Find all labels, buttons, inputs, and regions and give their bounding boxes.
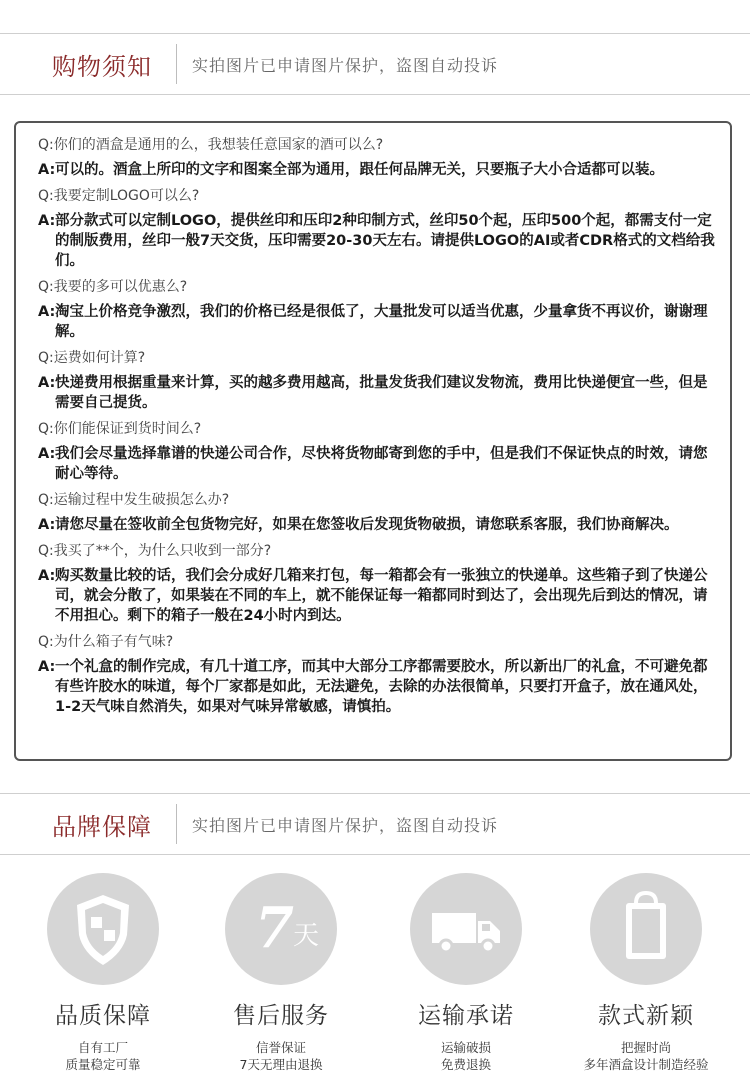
answer-prefix: A: — [38, 659, 56, 675]
faq-answer — [38, 444, 720, 484]
feature-line: 自有工厂 — [77, 1040, 128, 1055]
section-title: 品牌保障 — [52, 813, 152, 841]
faq-answer — [38, 566, 720, 626]
faq-item — [38, 186, 720, 271]
answer-prefix: A: — [38, 446, 56, 462]
feature-name: 款式新颖 — [598, 1003, 694, 1029]
section-note: 实拍图片已申请图片保护，盗图自动投诉 — [192, 816, 499, 835]
faq-answer — [38, 160, 720, 180]
feature-line: 质量稳定可靠 — [65, 1057, 141, 1072]
answer-text: 一个礼盒的制作完成，有几十道工序，而其中大部分工序都需要胶水，所以新出厂的礼盒，不可避免都有些许胶水的味道，每个厂家都是如此，无法避免，去除的办法很简单，只要打开盒子，放在通风处，1-2天气味自然消失，如果对气味异常敏感，请慎拍。 — [55, 659, 708, 715]
answer-text: 部分款式可以定制LOGO，提供丝印和压印2种印制方式，丝印50个起，压印500个起，都需支付一定的制版费用，丝印一般7天交货，压印需要20-30天左右。请提供LOGO的AI或者CDR格式的文档给我们。 — [55, 213, 715, 269]
answer-prefix: A: — [38, 375, 56, 391]
answer-text: 快递费用根据重量来计算，买的越多费用越高，批量发货我们建议发物流，费用比快递便宜一些，但是需要自己提货。 — [55, 375, 708, 411]
faq-answer — [38, 211, 720, 271]
feature-name: 运输承诺 — [418, 1003, 514, 1029]
feature-line: 多年酒盒设计制造经验 — [583, 1057, 709, 1072]
faq-answer — [38, 515, 720, 535]
feature-style — [556, 873, 736, 1073]
header-divider — [176, 804, 177, 844]
answer-prefix: A: — [38, 568, 56, 584]
feature-after-sales — [191, 873, 371, 1073]
faq-question: Q:我买了**个，为什么只收到一部分? — [38, 543, 272, 559]
feature-line: 7天无理由退换 — [239, 1057, 323, 1072]
faq-question: Q:你们的酒盒是通用的么，我想装任意国家的酒可以么? — [38, 137, 384, 153]
answer-text: 请您尽量在签收前全包货物完好，如果在您签收后发现货物破损，请您联系客服，我们协商解决。 — [55, 517, 679, 533]
faq-answer — [38, 302, 720, 342]
badge-char: 天 — [293, 921, 320, 951]
answer-text: 淘宝上价格竞争激烈，我们的价格已经是很低了，大量批发可以适当优惠，少量拿货不再议价，谢谢理解。 — [55, 304, 708, 340]
header-divider — [176, 44, 177, 84]
faq-answer — [38, 373, 720, 413]
answer-prefix: A: — [38, 304, 56, 320]
answer-prefix: A: — [38, 517, 56, 533]
faq-question: Q:我要的多可以优惠么? — [38, 279, 188, 295]
faq-question: Q:运输过程中发生破损怎么办? — [38, 492, 230, 508]
answer-text: 可以的。酒盒上所印的文字和图案全部为通用，跟任何品牌无关，只要瓶子大小合适都可以装。 — [55, 162, 664, 178]
faq-question: Q:为什么箱子有气味? — [38, 634, 174, 650]
answer-text: 购买数量比较的话，我们会分成好几箱来打包，每一箱都会有一张独立的快递单。这些箱子到了快递公司，就会分散了，如果装在不同的车上，就不能保证每一箱都同时到达了，会出现先后到达的情况，请不用担心。剩下的箱子一般在24小时内到达。 — [55, 568, 708, 624]
faq-item — [38, 348, 720, 413]
answer-text: 我们会尽量选择靠谱的快递公司合作，尽快将货物邮寄到您的手中，但是我们不保证快点的时效，请您耐心等待。 — [55, 446, 708, 482]
shopping-notice-header — [0, 33, 750, 95]
faq-item — [38, 632, 720, 717]
style-badge — [590, 873, 702, 985]
feature-line: 运输破损 — [440, 1040, 491, 1055]
shipping-badge — [410, 873, 522, 985]
faq-item — [38, 135, 720, 180]
feature-line: 信誉保证 — [255, 1040, 306, 1055]
shopping-bag-icon — [590, 873, 702, 985]
shield-icon — [47, 873, 159, 985]
quality-badge — [47, 873, 159, 985]
faq-question: Q:我要定制LOGO可以么? — [38, 188, 200, 204]
faq-question: Q:你们能保证到货时间么? — [38, 421, 202, 437]
feature-line: 免费退换 — [440, 1057, 491, 1072]
feature-shipping — [376, 873, 556, 1073]
answer-prefix: A: — [38, 162, 56, 178]
guarantee-features — [0, 873, 750, 1090]
faq-item — [38, 419, 720, 484]
faq-box — [14, 121, 732, 761]
faq-item — [38, 490, 720, 535]
faq-item — [38, 541, 720, 626]
answer-prefix: A: — [38, 213, 56, 229]
faq-answer — [38, 657, 720, 717]
feature-name: 品质保障 — [55, 1003, 151, 1029]
feature-quality — [13, 873, 193, 1073]
section-note: 实拍图片已申请图片保护，盗图自动投诉 — [192, 56, 499, 75]
brand-guarantee-header — [0, 793, 750, 855]
feature-name: 售后服务 — [233, 1003, 329, 1029]
faq-item — [38, 277, 720, 342]
faq-question: Q:运费如何计算? — [38, 350, 146, 366]
feature-line: 把握时尚 — [620, 1040, 671, 1055]
seven-days-icon — [225, 873, 337, 985]
section-title: 购物须知 — [52, 53, 152, 81]
truck-icon — [410, 873, 522, 985]
badge-number: 7 — [255, 895, 294, 961]
